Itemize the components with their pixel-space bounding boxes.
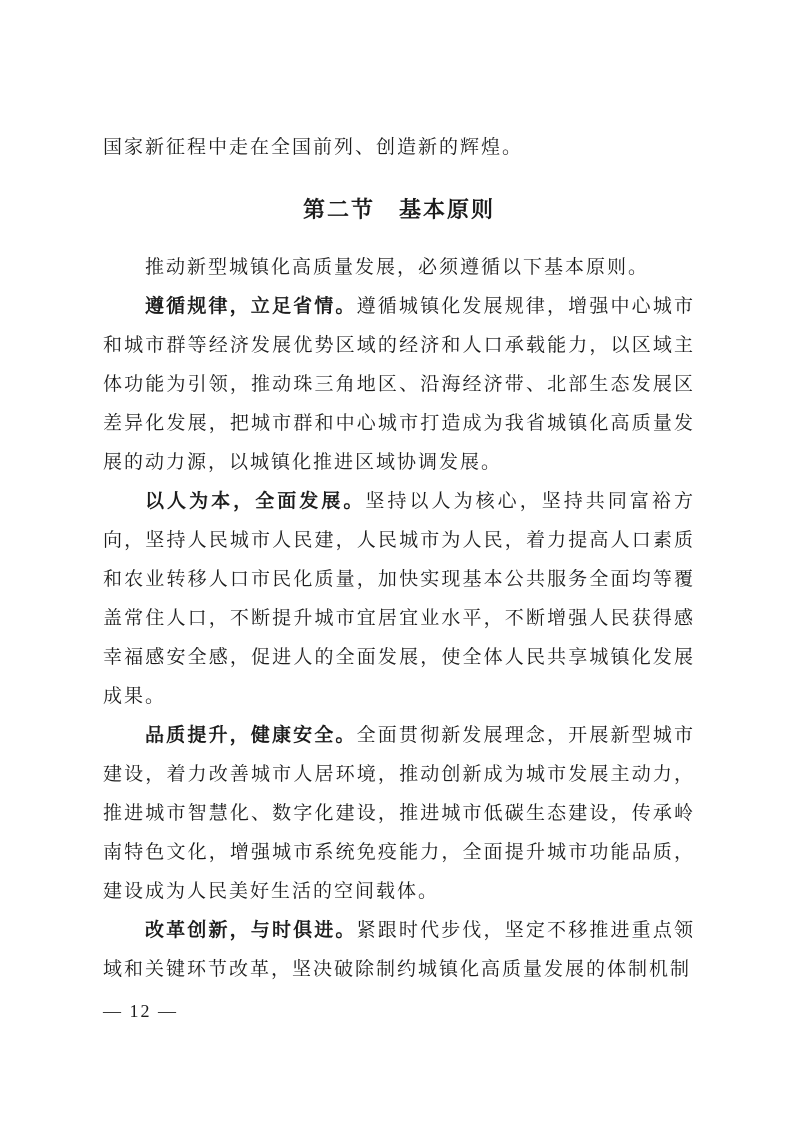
section-heading: 第二节 基本原则 xyxy=(302,197,495,222)
principle-paragraph-people-first xyxy=(103,482,695,716)
principle-paragraph-reform-innovation xyxy=(103,911,695,989)
principle-body-people-first: 坚持以人为核心，坚持共同富裕方向，坚持人民城市人民建，人民城市为人民，着力提高人口素质和农业转移人口市民化质量，加快实现基本公共服务全面均等覆盖常住人口，不断提升城市宜居宜业水平，不断增强人民获得感幸福感安全感，促进人的全面发展，使全体人民共享城镇化发展成果。 xyxy=(103,491,695,707)
principle-paragraph-quality-health xyxy=(103,716,695,911)
principle-lead-follow-rules: 遵循规律，立足省情。 xyxy=(145,296,357,317)
page-content xyxy=(103,128,695,989)
principle-body-quality-health: 全面贯彻新发展理念，开展新型城市建设，着力改善城市人居环境，推动创新成为城市发展主动力，推进城市智慧化、数字化建设，推进城市低碳生态建设，传承岭南特色文化，增强城市系统免疫能力，全面提升城市功能品质，建设成为人民美好生活的空间载体。 xyxy=(103,725,695,902)
principle-lead-people-first: 以人为本，全面发展。 xyxy=(145,491,366,512)
principle-lead-quality-health: 品质提升，健康安全。 xyxy=(145,725,357,746)
page-number: — 12 — xyxy=(103,1001,178,1021)
continuation-paragraph: 国家新征程中走在全国前列、创造新的辉煌。 xyxy=(103,137,524,158)
principle-body-reform-innovation: 紧跟时代步伐，坚定不移推进重点领域和关键环节改革，坚决破除制约城镇化高质量发展的体制机制 xyxy=(103,920,695,980)
principle-body-follow-rules: 遵循城镇化发展规律，增强中心城市和城市群等经济发展优势区域的经济和人口承载能力，以区域主体功能为引领，推动珠三角地区、沿海经济带、北部生态发展区差异化发展，把城市群和中心城市打造成为我省城镇化高质量发展的动力源，以城镇化推进区域协调发展。 xyxy=(103,296,695,473)
intro-paragraph: 推动新型城镇化高质量发展，必须遵循以下基本原则。 xyxy=(145,257,650,278)
principle-lead-reform-innovation: 改革创新，与时俱进。 xyxy=(145,920,357,941)
principle-paragraph-follow-rules xyxy=(103,287,695,482)
